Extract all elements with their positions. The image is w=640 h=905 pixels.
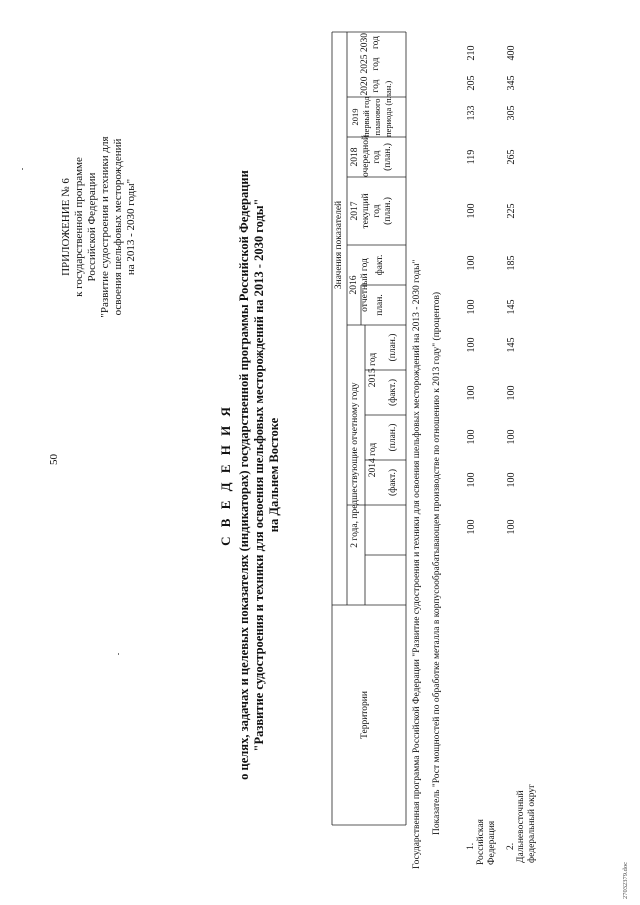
header-2017-line: (план.) bbox=[383, 197, 393, 225]
row-name bbox=[516, 784, 538, 863]
value-cell: 145 bbox=[506, 299, 517, 315]
value-cell: 100 bbox=[506, 519, 517, 535]
value-cell: 133 bbox=[466, 105, 477, 121]
value-cell: 400 bbox=[506, 45, 517, 61]
header-2020-label: год bbox=[371, 79, 381, 93]
title-heading: С В Е Д Е Н И Я bbox=[218, 404, 233, 546]
header-2019-year: 2019 bbox=[350, 108, 360, 126]
header-2025 bbox=[360, 53, 382, 75]
header-2030 bbox=[360, 32, 382, 53]
header-2019-line: периода (план.) bbox=[383, 80, 393, 137]
header-2018 bbox=[350, 134, 394, 177]
header-two-years: 2 года, предшествующие отчетному году bbox=[350, 382, 360, 548]
row-name-line: федеральный округ bbox=[527, 784, 537, 863]
header-plan: (план.) bbox=[388, 333, 398, 362]
value-cell: 100 bbox=[466, 255, 477, 271]
row-name-line: Дальневосточный bbox=[516, 790, 526, 863]
title-line: "Развитие судостроения и техники для освоения шельфовых месторождений на 2013 - 2030 годы" bbox=[252, 198, 266, 752]
value-cell: 265 bbox=[506, 149, 517, 165]
value-cell: 119 bbox=[466, 149, 477, 165]
header-2017 bbox=[350, 177, 394, 245]
header-2016 bbox=[349, 245, 371, 325]
row-number: 1. bbox=[466, 842, 476, 850]
header-2016-year: 2016 bbox=[349, 275, 359, 295]
appendix-line: к государственной программе bbox=[73, 157, 85, 297]
header-2020-year: 2020 bbox=[360, 76, 370, 96]
value-cell: 100 bbox=[466, 472, 477, 488]
row-name-line: Российская bbox=[476, 819, 486, 865]
header-2018-line: очередной bbox=[361, 134, 371, 177]
header-2014: 2014 год bbox=[368, 442, 378, 478]
value-cell: 345 bbox=[506, 75, 517, 91]
header-2017-year: 2017 bbox=[350, 201, 360, 221]
value-cell: 100 bbox=[506, 472, 517, 488]
value-cell: 100 bbox=[466, 429, 477, 445]
header-2017-line: текущий bbox=[361, 193, 371, 229]
header-2030-label: год bbox=[371, 36, 381, 49]
page-number: 50 bbox=[48, 454, 60, 465]
header-2017-line: год bbox=[372, 204, 382, 218]
value-cell: 100 bbox=[466, 203, 477, 219]
appendix-line: освоения шельфовых месторождений bbox=[112, 138, 124, 316]
value-cell: 100 bbox=[506, 385, 517, 401]
row-number: 2. bbox=[506, 842, 516, 850]
row-name-line: Федерация bbox=[487, 820, 497, 865]
scan-speck bbox=[22, 168, 23, 170]
header-2016-label: отчетный год bbox=[360, 258, 370, 312]
header-plan: (план.) bbox=[388, 423, 398, 452]
header-2025-year: 2025 bbox=[360, 54, 370, 74]
appendix-line: на 2013 - 2030 годы" bbox=[125, 178, 137, 276]
value-cell: 185 bbox=[506, 255, 517, 271]
header-plan-short: план. bbox=[375, 294, 385, 316]
value-cell: 225 bbox=[506, 203, 517, 219]
value-cell: 100 bbox=[466, 385, 477, 401]
header-values: Значения показателей bbox=[334, 200, 344, 290]
header-2030-year: 2030 bbox=[360, 33, 370, 52]
document-id: 27032379.doc bbox=[622, 861, 629, 899]
appendix-line: Российской Федерации bbox=[86, 172, 98, 282]
value-cell: 100 bbox=[466, 337, 477, 353]
value-cell: 205 bbox=[466, 75, 477, 91]
header-2020 bbox=[360, 75, 382, 97]
title-line: на Дальнем Востоке bbox=[267, 417, 281, 533]
title-line: о целях, задачах и целевых показателях (индикаторах) государственной программы Российской Федерации bbox=[237, 170, 251, 780]
header-2019-line: планового bbox=[372, 98, 382, 136]
header-2015: 2015 год bbox=[368, 352, 378, 388]
value-cell: 100 bbox=[466, 519, 477, 535]
header-2019-line: первый год bbox=[361, 96, 371, 137]
header-fact: (факт.) bbox=[388, 379, 398, 407]
value-cell: 100 bbox=[506, 429, 517, 445]
header-fact: (факт.) bbox=[388, 469, 398, 497]
scan-speck bbox=[118, 653, 119, 655]
header-2018-line: год bbox=[372, 150, 382, 164]
header-fact-short: факт. bbox=[375, 254, 385, 276]
row-name bbox=[476, 819, 498, 865]
indicator-line: Показатель "Рост мощностей по обработке металла в корпусообрабатывающем производстве по отношению к 2013 году" (процентов) bbox=[432, 291, 442, 835]
header-2018-line: (план.) bbox=[383, 143, 393, 171]
appendix-line: ПРИЛОЖЕНИЕ № 6 bbox=[60, 178, 72, 276]
header-2025-label: год bbox=[371, 57, 381, 71]
value-cell: 145 bbox=[506, 337, 517, 353]
header-2018-year: 2018 bbox=[350, 147, 360, 167]
value-cell: 100 bbox=[466, 299, 477, 315]
appendix-line: "Развитие судостроения и техники для bbox=[99, 136, 111, 318]
header-territory: Территории bbox=[360, 691, 370, 739]
program-line: Государственная программа Российской Федерации "Развитие судостроения и техники для освоения шельфовых месторождений на 2013 - 2030 годы" bbox=[412, 259, 422, 869]
value-cell: 305 bbox=[506, 105, 517, 121]
value-cell: 210 bbox=[466, 45, 477, 61]
